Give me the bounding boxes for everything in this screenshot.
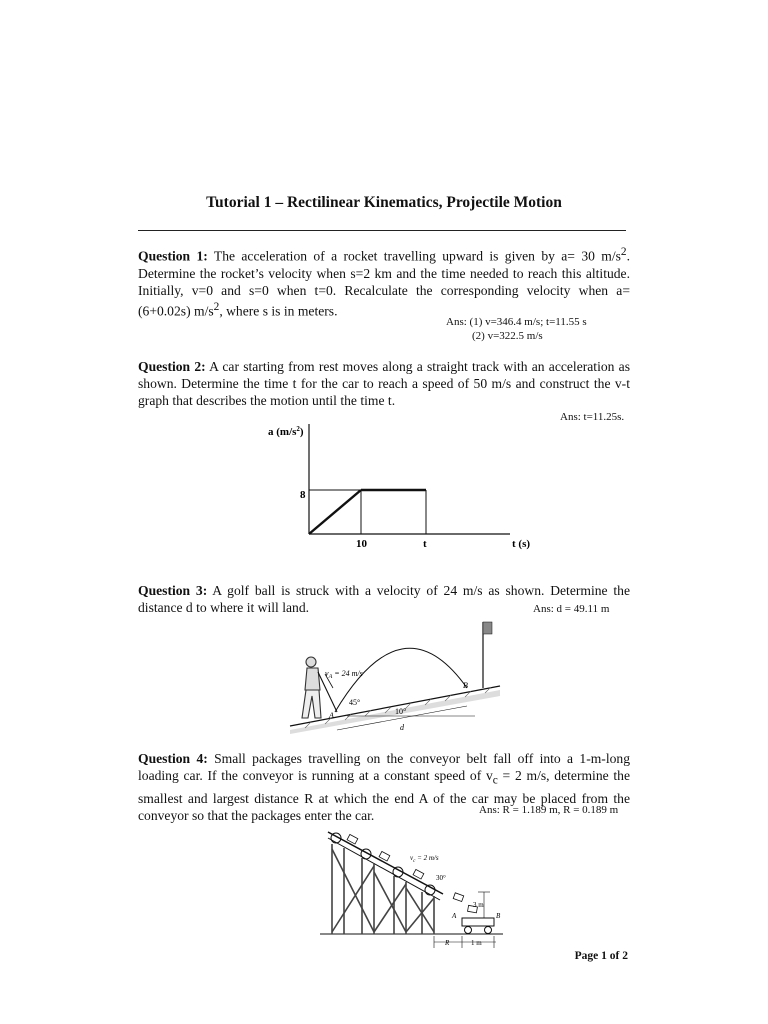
package-icons	[347, 834, 477, 912]
question-3-answer: Ans: d = 49.11 m	[533, 603, 610, 615]
y-axis-label: a $(m/s^2)$	[268, 425, 304, 438]
y-tick-8: 8	[300, 489, 306, 501]
golfer-icon	[302, 657, 337, 718]
angle-45-label: 45°	[349, 698, 361, 707]
conveyor-figure	[318, 824, 508, 954]
ramp-segment	[309, 490, 361, 534]
question-4-text-b: = 2 m/s, determine the smallest and largest distance R at which the end A of the car may be placed from the conveyor so that the packages enter the car.	[138, 768, 630, 823]
distance-d-label: d	[400, 723, 404, 732]
flag-icon	[483, 622, 492, 688]
x-axis-label: t (s)	[512, 538, 531, 550]
question-1-label: Question 1:	[138, 248, 208, 264]
question-4-label: Question 4:	[138, 751, 208, 766]
question-1-sup-1: 2	[620, 246, 627, 258]
question-4-text-a: Small packages travelling on the conveyor belt fall off into a 1-m-long loading car. If the conveyor is running at a constant speed of v	[138, 751, 630, 783]
distance-1m-label: 1 m	[471, 939, 482, 947]
question-2	[138, 358, 630, 409]
loading-car-icon	[462, 918, 494, 934]
acceleration-time-graph	[260, 418, 560, 553]
x-tick-10: 10	[356, 538, 367, 550]
question-4-answer: Ans: R = 1.189 m, R = 0.189 m	[479, 804, 619, 816]
question-2-answer: Ans: t=11.25s.	[560, 411, 625, 423]
point-a-label: A	[329, 711, 334, 720]
question-1-text-c: , where s is in meters.	[219, 303, 338, 319]
question-3-label: Question 3:	[138, 583, 208, 598]
page-title: Tutorial 1 – Rectilinear Kinematics, Projectile Motion	[206, 194, 562, 211]
speed-label: $v_c = 2$ m/s	[410, 854, 439, 864]
question-1	[138, 244, 630, 319]
question-1-answer-1: Ans: (1) v=346.4 m/s; t=11.55 s	[446, 316, 587, 328]
distance-r-label: R	[445, 939, 450, 947]
x-tick-t: t	[423, 538, 427, 550]
golf-ball-figure	[285, 618, 510, 738]
angle-30-label: 30°	[436, 874, 446, 882]
question-1-text-b: . Determine the rocket’s velocity when s=2 km and the time needed to reach this altitude. Initially, v=0 and s=0 when t=0. Recalculate the corresponding velocity when a= (6+0.02s) m/s	[138, 248, 630, 319]
question-2-label: Question 2:	[138, 359, 206, 374]
title-divider	[138, 230, 626, 231]
point-a-label: A	[452, 912, 457, 920]
height-3m-label: 3 m	[473, 901, 484, 909]
question-1-answer-2: (2) v=322.5 m/s	[472, 330, 543, 342]
point-b-label: B	[496, 912, 501, 920]
question-4-sub: c	[492, 774, 498, 787]
question-1-text-a: The acceleration of a rocket travelling upward is given by a= 30 m/s	[207, 248, 621, 264]
page-number: Page 1 of 2	[574, 950, 628, 962]
question-3-text: A golf ball is struck with a velocity of 24 m/s as shown. Determine the distance d to where it will land.	[138, 583, 630, 615]
velocity-label: $v_A = 24$ m/s	[325, 669, 363, 680]
question-2-text: A car starting from rest moves along a straight track with an acceleration as shown. Determine the time t for the car to reach a speed of 50 m/s and construct the v-t graph that describes the motion until the time t.	[138, 359, 630, 408]
angle-10-label: 10°	[395, 707, 407, 716]
point-b-label: B	[463, 681, 468, 690]
question-1-sup-2: 2	[213, 300, 220, 313]
